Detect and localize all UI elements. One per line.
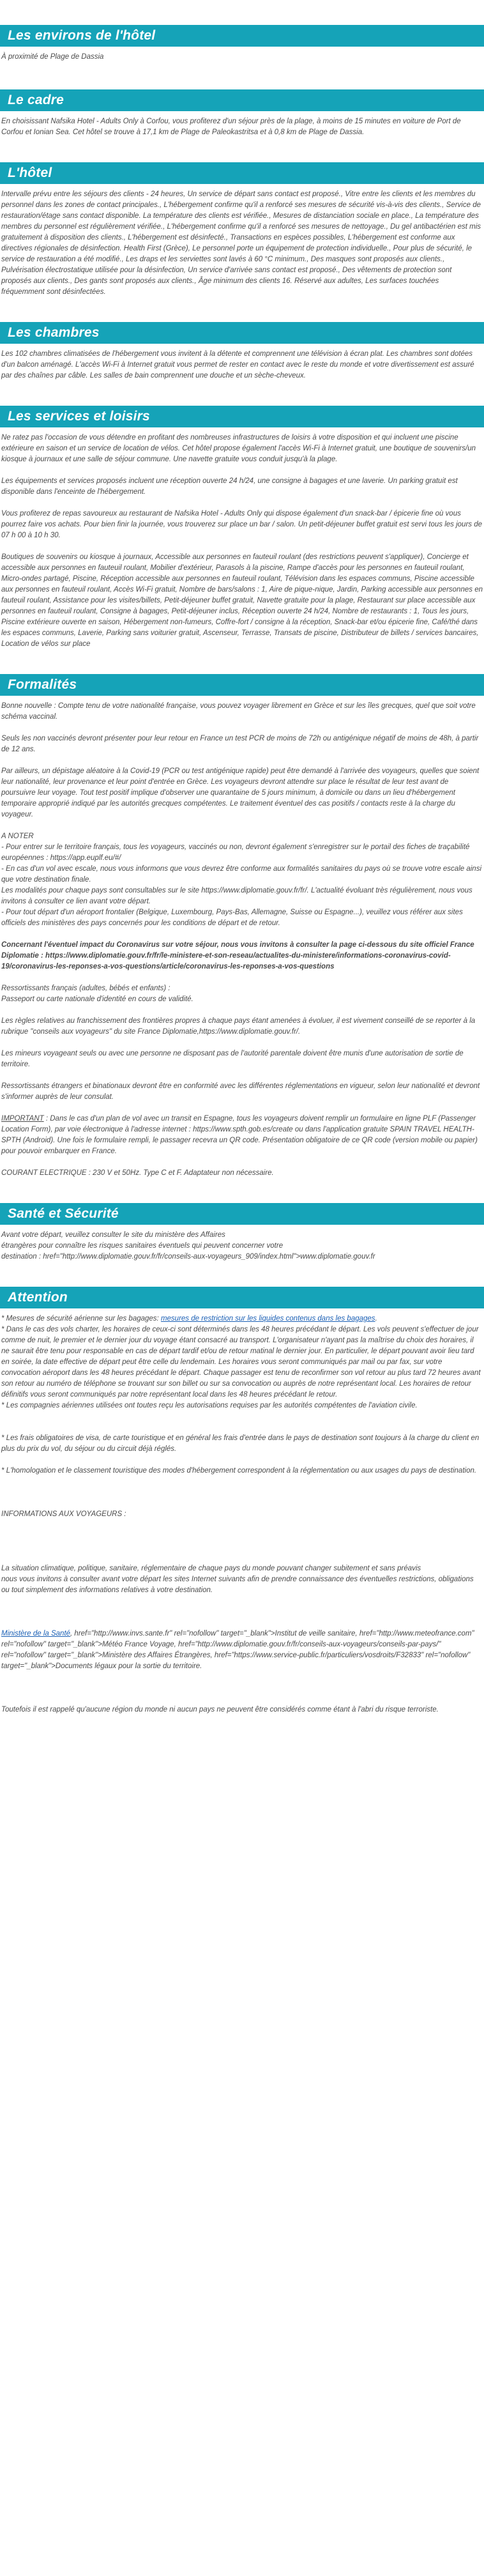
paragraph: Les 102 chambres climatisées de l'hébergement vous invitent à la détente et comprennent une télévision à écran plat. Les chambres sont dotées d'un balcon aménagé. L'accès Wi-Fi à Internet gratuit vous permet de rester en contact avec le reste du monde et votre divertissement est assuré par des chaînes par câble. Les salles de bain comprennent une douche et un sèche-cheveux. [1,350,474,379]
note-title: A NOTER [1,832,34,840]
section-body [0,1225,484,1262]
section-body [0,344,484,381]
liquid-restrictions-link[interactable]: mesures de restriction sur les liquides contenus dans les bagages [160,1315,375,1322]
paragraph: Bonne nouvelle : Compte tenu de votre nationalité française, vous pouvez voyager librement en Grèce et sur les îles grecques, quel que soit votre schéma vaccinal. [1,702,476,721]
section-title: Le cadre [0,89,484,111]
section-body [0,47,484,63]
paragraph: Les équipements et services proposés incluent une réception ouverte 24 h/24, une consigne à bagages et une laverie. Un parking gratuit est disponible dans l'enceinte de l'hébergement. [1,477,458,496]
paragraph: Les modalités pour chaque pays sont consultables sur le site https://www.diplomatie.gouv.fr/fr/. L'actualité évoluant très régulièrement, nous vous invitons à consulter ce lien avant votre départ. [1,887,473,905]
section-formalites [0,674,484,1179]
section-body [0,184,484,298]
paragraph: Les mineurs voyageant seuls ou avec une personne ne disposant pas de l'autorité parentale doivent être munis d'une autorisation de sortie de territoire. [1,1050,464,1068]
important-paragraph [1,1114,483,1157]
paragraph: Par ailleurs, un dépistage aléatoire à la Covid-19 (PCR ou test antigénique rapide) peut être demandé à l'arrivée des voyageurs, quelles que soient leur nationalité, leur provenance et leur point d'entrée en Grèce. Les voyageurs devront attendre sur place le résultat de leur test avant de poursuivre leur voyage. Tout test positif implique d'observer une quarantaine de 5 jours minimum, à domicile ou dans un lieu d'hébergement temporaire approprié indiqué par les autorités grecques compétentes. Le traitement éventuel des cas positifs / contacts reste à la charge du voyageur. [1,767,480,818]
section-title: Santé et Sécurité [0,1203,484,1225]
paragraph [1,1629,483,1672]
section-title: Les chambres [0,322,484,344]
paragraph: INFORMATIONS AUX VOYAGEURS : [1,1510,126,1518]
section-body [0,696,484,1179]
section-title: L'hôtel [0,162,484,184]
paragraph: * L'homologation et le classement touristique des modes d'hébergement correspondent à la réglementation ou aux usages du pays de destination. [1,1467,477,1475]
section-body [0,111,484,138]
important-text: : Dans le cas d'un plan de vol avec un transit en Espagne, tous les voyageurs doivent remplir un formulaire en ligne PLF (Passenger Location Form), par voie électronique à l'adresse internet : https://www.spth.gob.es/create ou dans l'application gratuite SPAIN TRAVEL HEALTH-SPTH (Android). Une fois le formulaire rempli, le passager recevra un QR code. Présentation obligatoire de ce QR code (version mobile ou papier) pour pouvoir embarquer en France. [1,1115,478,1155]
section-cadre [0,89,484,138]
paragraph: Boutiques de souvenirs ou kiosque à journaux, Accessible aux personnes en fauteuil roulant (des restrictions peuvent s'appliquer), Concierge et accessible aux personnes en fauteuil roulant, Mobilier d'extérieur, Parasols à la piscine, Rampe d'accès pour les personnes en fauteuil roulant, Micro-ondes partagé, Piscine, Réception accessible aux personnes en fauteuil roulant, Télévision dans les espaces communs, Piscine accessible aux personnes en fauteuil roulant, Accès Wi-Fi gratuit, Nombre de bars/salons : 1, Aire de pique-nique, Jardin, Parking accessible aux personnes en fauteuil roulant, Assistance pour les visites/billets, Petit-déjeuner buffet gratuit, Navette gratuite pour la plage, Restaurant sur place accessible aux personnes en fauteuil roulant, Consigne à bagages, Petit-déjeuner inclus, Réception ouverte 24 h/24, Nombre de restaurants : 1, Tous les jours, Piscine extérieure ouverte en saison, Hébergement non-fumeurs, Coffre-fort / consigne à la réception, Snack-bar et/ou épicerie fine, Café/thé dans les espaces communs, Laverie, Parking sans voiturier gratuit, Ascenseur, Terrasse, Transats de piscine, Distributeur de billets / services bancaires, Location de vélos sur place [1,553,483,648]
paragraph: Avant votre départ, veuillez consulter le site du ministère des Affaires étrangères pour connaître les risques sanitaires éventuels qui peuvent concerner votre destination : href="http://www.diplomatie.gouv.fr/fr/conseils-aux-voyageurs_909/index.html">www.diplomatie.gouv.fr [1,1231,375,1261]
paragraph: Intervalle prévu entre les séjours des clients - 24 heures, Un service de départ sans contact est proposé., Vitre entre les clients et les membres du personnel dans les zones de contact principales., L'hébergement confirme qu'il a renforcé ses mesures de sécurité vis-à-vis des clients., Service de restauration/étage sans contact disponible. La température des clients est vérifiée., Mesures de distanciation sociale en place., La température des membres du personnel est régulièrement vérifiée., L'hébergement confirme qu'il a renforcé ses mesures de nettoyage., Du gel antibactérien est mis gratuitement à disposition des clients., L'hébergement est désinfecté., Transactions en espèces possibles, L'hébergement est conforme aux directives régionales de désinfection. Health First (Grèce), Le personnel porte un équipement de protection individuelle., Pour plus de sécurité, le service de restauration a été modifié., Les draps et les serviettes sont lavés à 60 °C minimum., Des masques sont proposés aux clients., Pulvérisation électrostatique utilisée pour la désinfection, Un service d'arrivée sans contact est proposé., Des vêtements de protection sont proposés aux clients., Des gants sont proposés aux clients., Âge minimum des clients 16. Réservé aux adultes, Les surfaces touchées fréquemment sont désinfectées. [1,190,481,296]
paragraph: En choisissant Nafsika Hotel - Adults Only à Corfou, vous profiterez d'un séjour près de la plage, à moins de 15 minutes en voiture de Port de Corfou et Ionian Sea. Cet hôtel se trouve à 17,1 km de Plage de Paleokastritsa et à 0,8 km de Plage de Dassia. [1,118,461,136]
section-title: Les services et loisirs [0,406,484,427]
health-ministry-link[interactable]: Ministère de la Santé [1,1630,71,1637]
text: . * Dans le cas des vols charter, les horaires de ceux-ci sont déterminés dans les 48 heures précédant le départ. Les vols peuvent s'effectuer de jour comme de nuit, le premier et le dernier jour du voyage étant consacré au transport. L'organisateur n'ayant pas la maîtrise du choix des horaires, il ne saurait être tenu pour responsable en cas de départ tardif et/ou de retour matinal le dernier jour. En particulier, le départ pouvant avoir lieu tard en soirée, la date effective de départ peut être celle du lendemain. Les horaires vous seront communiqués par mail ou par fax, sur votre convocation aéroport dans les 48 heures précédant le départ. Chaque passager est tenu de reconfirmer son vol retour au plus tard 72 heures avant son retour au numéro de téléphone se trouvant sur son billet ou sur sa convocation ou auprès de notre représentant local. Les horaires de retour définitifs vous seront communiqués par notre représentant local dans les 48 heures précédant le retour. * Les compagnies aériennes utilisées ont toutes reçu les autorisations requises par les autorités compétentes de l'aviation civile. [1,1315,481,1409]
paragraph: À proximité de Plage de Dassia [1,53,104,61]
covid-info-link-paragraph: Concernant l'éventuel impact du Coronavirus sur votre séjour, nous vous invitons à consulter la page ci-dessous du site officiel France Diplomatie : https://www.diplomatie.gouv.fr/fr/le-ministere-et-son-reseau/actualites-du-ministere/informations-coronavirus-covid-19/coronavirus-les-reponses-a-vos-questions/article/coronavirus-les-reponses-a-vos-questions [1,941,474,970]
paragraph: - Pour tout départ d'un aéroport frontalier (Belgique, Luxembourg, Pays-Bas, Allemagne, Suisse ou Espagne...), veuillez vous référer aux sites officiels des ministères des pays concernés pour les conditions de départ et de retour. [1,908,463,927]
paragraph [1,1314,483,1411]
paragraph: Les règles relatives au franchissement des frontières propres à chaque pays étant amenées à évoluer, il est vivement conseillé de se reporter à la rubrique "conseils aux voyageurs" du site France Diplomatie,https://www.diplomatie.gouv.fr/. [1,1017,476,1036]
section-sante [0,1203,484,1262]
section-title: Attention [0,1287,484,1308]
important-label: IMPORTANT [1,1115,44,1123]
paragraph: * Les frais obligatoires de visa, de carte touristique et en général les frais d'entrée dans le pays de destination sont toujours à la charge du client en plus du prix du vol, du séjour ou du circuit déjà réglés. [1,1434,480,1453]
section-chambres [0,322,484,381]
section-body [0,1308,484,1715]
section-hotel [0,162,484,298]
section-title: Les environs de l'hôtel [0,25,484,47]
paragraph: Ressortissants étrangers et binationaux devront être en conformité avec les différentes réglementations en vigueur, selon leur nationalité et devront s'informer auprès de leur consulat. [1,1082,480,1101]
paragraph: COURANT ELECTRIQUE : 230 V et 50Hz. Type C et F. Adaptateur non nécessaire. [1,1169,274,1177]
text: * Mesures de sécurité aérienne sur les bagages: [1,1315,161,1322]
section-body [0,427,484,650]
paragraph: Ressortissants français (adultes, bébés et enfants) : Passeport ou carte nationale d'identité en cours de validité. [1,985,193,1003]
text: , href="http://www.invs.sante.fr" rel="nofollow" target="_blank">Institut de veille sanitaire, href="http://www.meteofrance.com" rel="nofollow" target="_blank">Météo France Voyage, href="http://www.diplomatie.gouv.fr/fr/conseils-aux-voyageurs/conseils-par-pays/" rel="nofollow" target="_blank">Ministère des Affaires Étrangères, href="https://www.service-public.fr/particuliers/vosdroits/F32833" rel="nofollow" target="_blank">Documents légaux pour la sortie du territoire. [1,1630,474,1670]
paragraph: - En cas d'un vol avec escale, nous vous informons que vous devrez être conforme aux formalités sanitaires du pays où se trouve votre escale ainsi que votre destination finale. [1,865,481,884]
section-services [0,406,484,650]
paragraph: Vous profiterez de repas savoureux au restaurant de Nafsika Hotel - Adults Only qui dispose également d'un snack-bar / épicerie fine où vous pourrez faire vos achats. Pour bien finir la journée, vous trouverez sur place un bar / salon. Un petit-déjeuner buffet gratuit est servi tous les jours de 07 h 00 à 10 h 30. [1,510,483,539]
paragraph: La situation climatique, politique, sanitaire, réglementaire de chaque pays du monde pouvant changer subitement et sans préavis nous vous invitons à consulter avant votre départ les sites Internet suivants afin de prendre connaissance des éventuelles restrictions, obligations ou tout simplement des informations relatives à votre destination. [1,1565,474,1594]
section-environs [0,25,484,63]
paragraph: - Pour entrer sur le territoire français, tous les voyageurs, vaccinés ou non, devront également s'enregistrer sur le portail des fiches de traçabilité européennes : https://app.euplf.eu/#/ [1,843,470,862]
paragraph: Ne ratez pas l'occasion de vous détendre en profitant des nombreuses infrastructures de loisirs à votre disposition et qui incluent une piscine extérieure en saison et un service de location de vélos. Cet hôtel propose également l'accès Wi-Fi à Internet gratuit, une boutique de souvenirs/un kiosque à journaux et une salle de séjour commune. Une navette gratuite vous conduit jusqu'à la plage. [1,434,476,463]
paragraph: Toutefois il est rappelé qu'aucune région du monde ni aucun pays ne peuvent être considérés comme étant à l'abri du risque terroriste. [1,1706,439,1713]
paragraph: Seuls les non vaccinés devront présenter pour leur retour en France un test PCR de moins de 72h ou antigénique négatif de moins de 48h, à partir de 12 ans. [1,735,479,753]
section-title: Formalités [0,674,484,696]
section-attention [0,1287,484,1715]
